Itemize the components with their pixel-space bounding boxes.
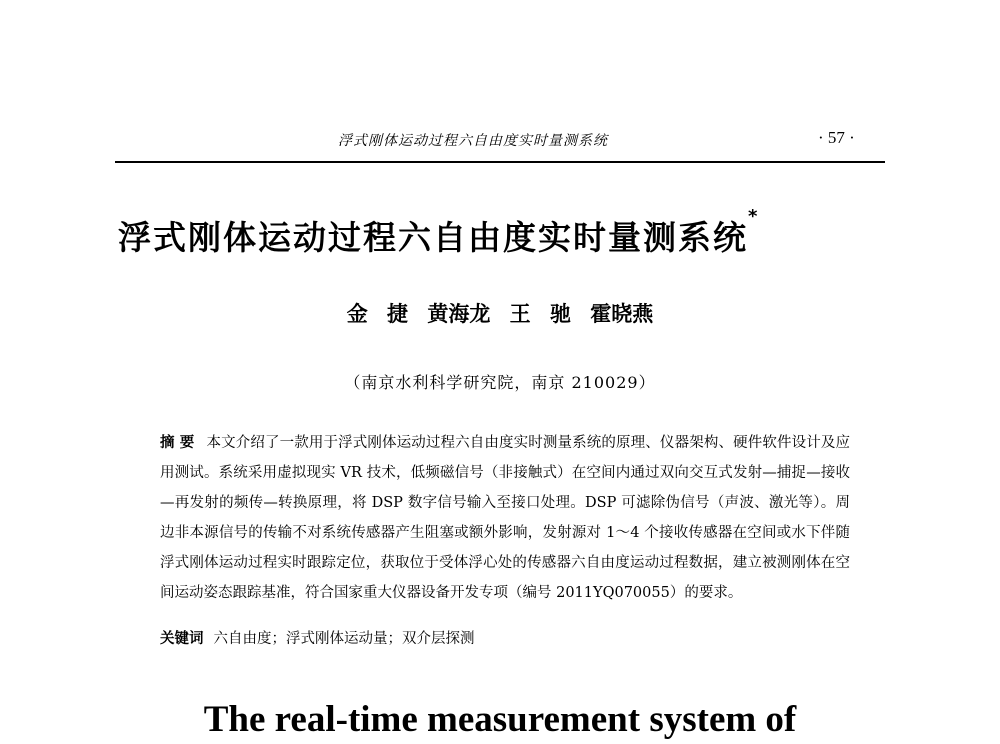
header-rule <box>115 161 885 163</box>
running-head <box>0 130 1000 154</box>
abstract-label: 摘 要 <box>160 435 195 451</box>
page-number: · 57 · <box>818 128 855 147</box>
keywords <box>160 624 850 654</box>
article-title <box>118 206 898 259</box>
abstract-text: 本文介绍了一款用于浮式刚体运动过程六自由度实时测量系统的原理、仪器架构、硬件软件设计及应用测试。系统采用虚拟现实 VR 技术，低频磁信号（非接触式）在空间内通过双向交互式发射—捕捉—接收—再发射的频传—转换原理，将 DSP 数字信号输入至接口处理。DSP 可滤除伪信号（声波、激光等）。周边非本源信号的传输不对系统传感器产生阻塞或额外影响，发射源对 1～4 个接收传感器在空间或水下伴随浮式刚体运动过程实时跟踪定位，获取位于受体浮心处的传感器六自由度运动过程数据，建立被测刚体在空间运动姿态跟踪基准，符合国家重大仪器设备开发专项（编号 2011YQ070055）的要求。 <box>160 435 850 601</box>
keywords-text: 六自由度；浮式刚体运动量；双介层探测 <box>213 631 475 647</box>
author-list: 金 捷 黄海龙 王 驰 霍晓燕 <box>346 301 654 326</box>
abstract <box>160 428 850 608</box>
article-title-text: 浮式刚体运动过程六自由度实时量测系统 <box>118 218 748 257</box>
title-footnote-mark: * <box>748 206 760 227</box>
english-title: The real-time measurement system of <box>203 699 797 740</box>
affiliation: （南京水利科学研究院，南京 210029） <box>344 373 656 392</box>
running-head-title: 浮式刚体运动过程六自由度实时量测系统 <box>338 133 608 149</box>
keywords-label: 关键词 <box>160 631 204 647</box>
